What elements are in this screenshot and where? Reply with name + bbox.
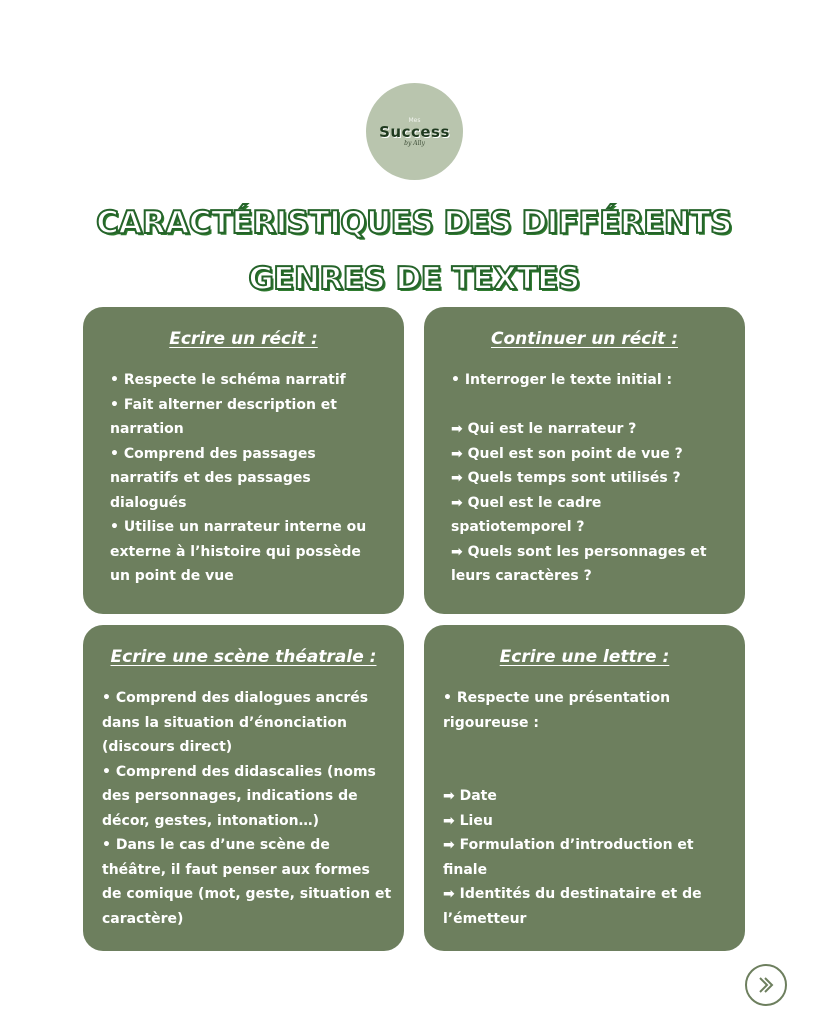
card-scene-theatrale [83,625,404,951]
page-title-line-1: CARACTÉRISTIQUES DES DIFFÉRENTS [96,205,732,241]
double-chevron-right-icon [755,974,777,996]
card-body: • Respecte une présentation rigoureuse : ➡ Date ➡ Lieu ➡ Formulation d’introduction et finale ➡ Identités du destinataire et de l’émetteur [443,690,702,927]
card-continuer-recit [424,307,745,614]
logo-word: Success [379,122,450,141]
logo [366,83,463,180]
logo-signature: by Ally [404,139,425,147]
logo-top-text: Mes [408,116,421,124]
card-ecrire-recit [83,307,404,614]
page-title-line-2: GENRES DE TEXTES [248,261,580,297]
page-title [0,195,828,307]
card-body: • Respecte le schéma narratif • Fait alterner description et narration • Comprend des passages narratifs et des passages dialogués • Utilise un narrateur interne ou externe à l’histoire qui possède un point de vue [110,372,367,584]
card-body: • Interroger le texte initial : ➡ Qui est le narrateur ? ➡ Quel est son point de vue ? ➡ Quels temps sont utilisés ? ➡ Quel est le cadre spatiotemporel ? ➡ Quels sont les personnages et leurs caractères ? [451,372,707,584]
card-heading: Ecrire un récit : [169,329,318,349]
card-ecrire-lettre [424,625,745,951]
next-button[interactable] [745,964,787,1006]
card-heading: Continuer un récit : [490,329,679,349]
card-body: • Comprend des dialogues ancrés dans la situation d’énonciation (discours direct) • Comprend des didascalies (noms des personnages, indications de décor, gestes, intonation…) • Dans le cas d’une scène de théâtre, il faut penser aux formes de comique (mot, geste, situation et caractère) [102,690,392,927]
card-heading: Ecrire une scène théatrale : [110,647,377,667]
card-heading: Ecrire une lettre : [499,647,670,667]
